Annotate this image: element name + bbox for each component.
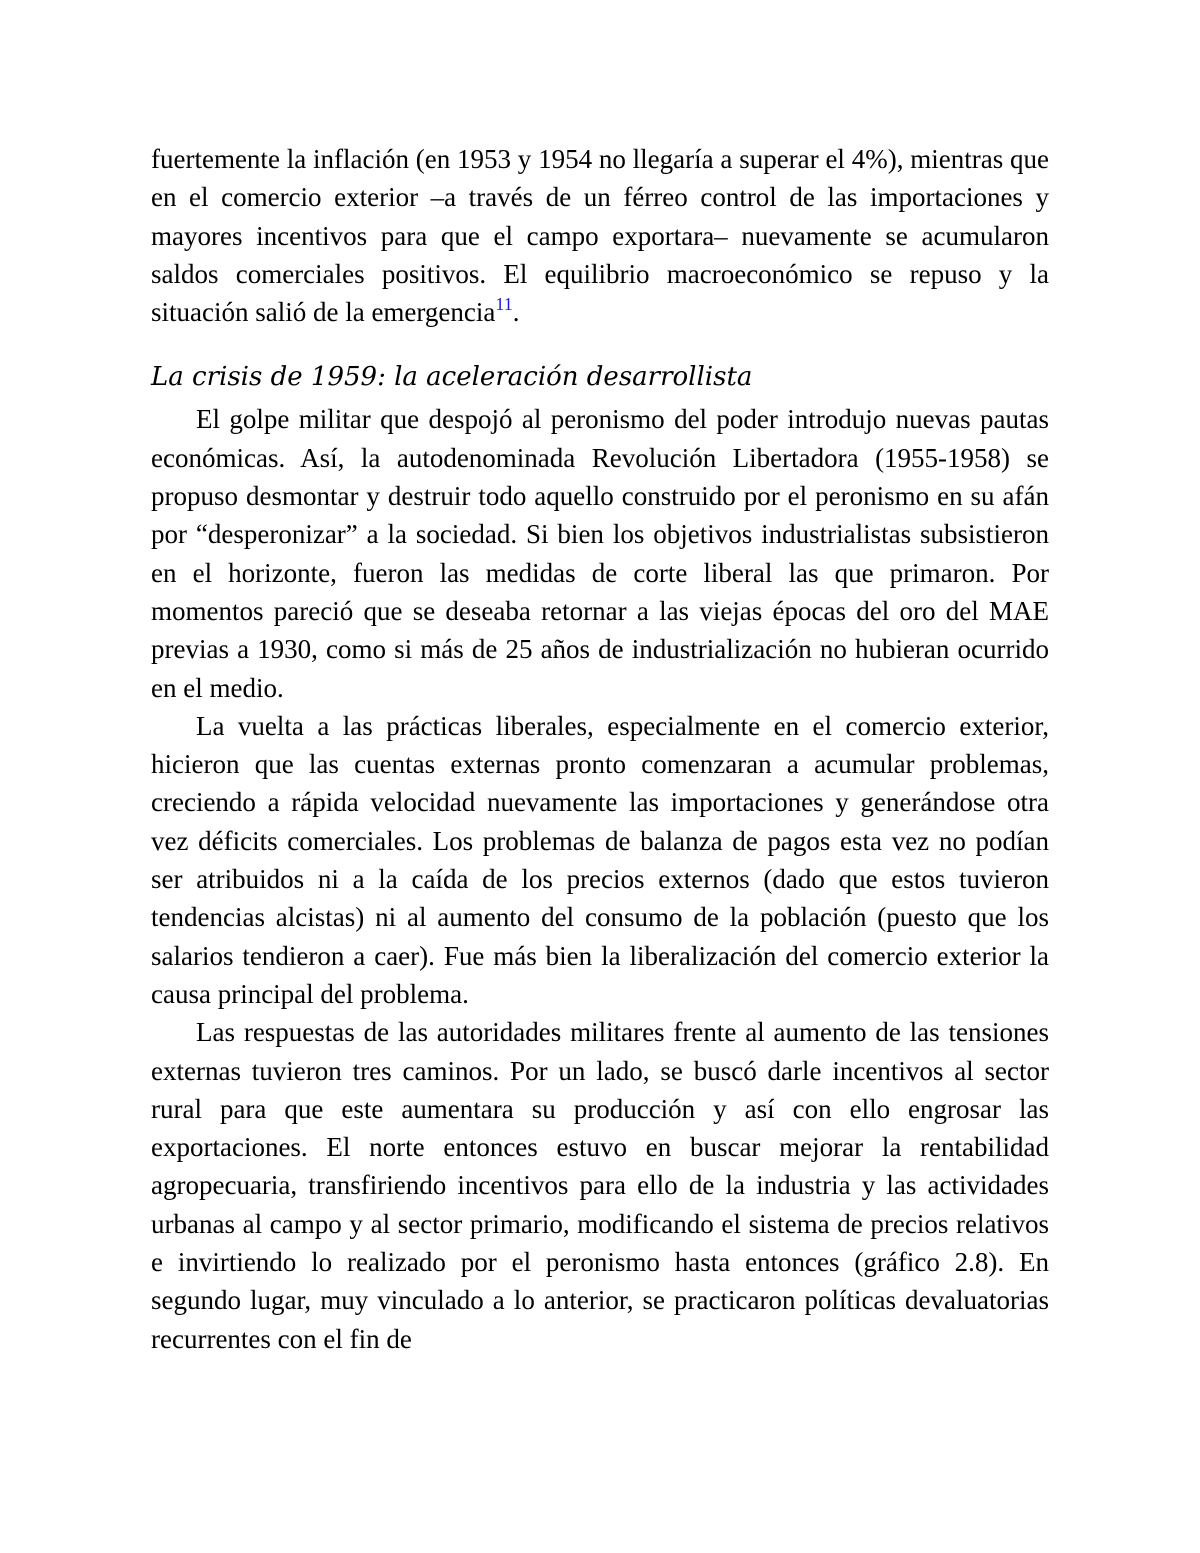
paragraph-respuestas-autoridades: Las respuestas de las autoridades militares frente al aumento de las tensiones externas tuvieron tres caminos. Por un lado, se buscó darle incentivos al sector rural para que este aumentara su producción y así con ello engrosar las exportaciones. El norte entonces estuvo en buscar mejorar la rentabilidad agropecuaria, transfiriendo incentivos para ello de la industria y las actividades urbanas al campo y al sector primario, modificando el sistema de precios relativos e invirtiendo lo realizado por el peronismo hasta entonces (gráfico 2.8). En segundo lugar, muy vinculado a lo anterior, se practicaron políticas devaluatorias recurrentes con el fin de [151, 1017, 1049, 1354]
section-heading: La crisis de 1959: la aceleración desarrollista [151, 362, 753, 393]
paragraph-text: fuertemente la inflación (en 1953 y 1954 no llegaría a superar el 4%), mientras que en el comercio exterior –a través de un férreo control de las importaciones y mayores incentivos para que el campo exportara– nuevamente se acumularon saldos comerciales positivos. El equilibrio macroeconómico se repuso y la situación salió de la emergencia [151, 144, 1049, 328]
document-page [151, 140, 1049, 1358]
paragraph-practicas-liberales: La vuelta a las prácticas liberales, especialmente en el comercio exterior, hicieron que las cuentas externas pronto comenzaran a acumular problemas, creciendo a rápida velocidad nuevamente las importaciones y generándose otra vez déficits comerciales. Los problemas de balanza de pagos esta vez no podían ser atribuidos ni a la caída de los precios externos (dado que estos tuvieron tendencias alcistas) ni al aumento del consumo de la población (puesto que los salarios tendieron a caer). Fue más bien la liberalización del comercio exterior la causa principal del problema. [151, 710, 1049, 1009]
paragraph-end-punctuation: . [512, 297, 520, 328]
paragraph-golpe-militar: El golpe militar que despojó al peronismo del poder introdujo nuevas pautas económicas. Así, la autodenominada Revolución Libertadora (1955-1958) se propuso desmontar y destruir todo aquello construido por el peronismo en su afán por “desperonizar” a la sociedad. Si bien los objetivos industrialistas subsistieron en el horizonte, fueron las medidas de corte liberal las que primaron. Por momentos pareció que se deseaba retornar a las viejas épocas del oro del MAE previas a 1930, como si más de 25 años de industrialización no hubieran ocurrido en el medio. [151, 404, 1049, 703]
paragraph-continued [151, 140, 1049, 331]
footnote-reference[interactable]: 11 [495, 294, 513, 315]
